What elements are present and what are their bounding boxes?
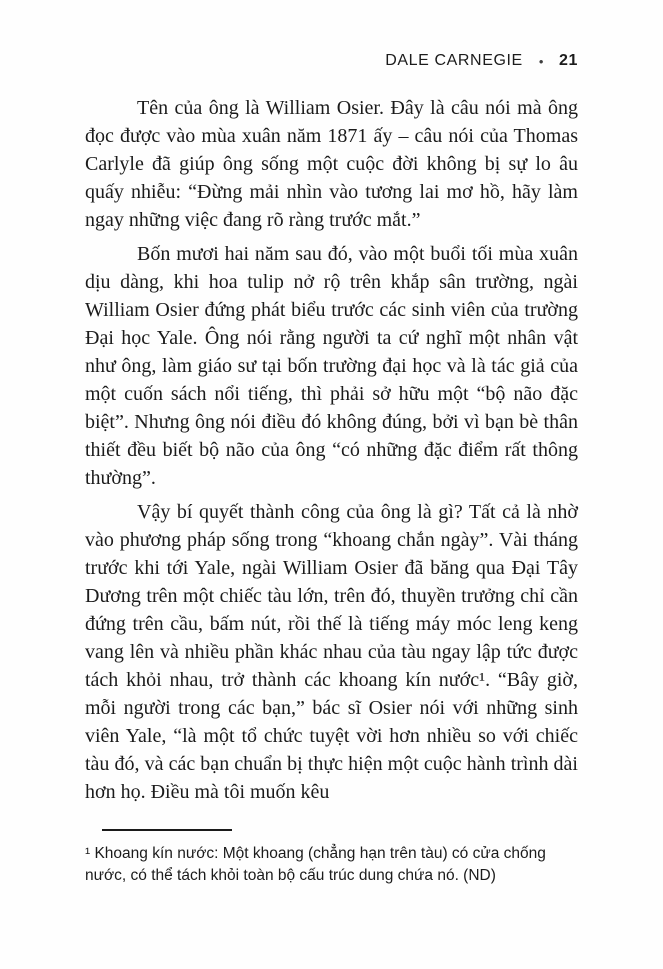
footnote-area [85,829,581,887]
bullet-separator-icon: • [538,53,544,69]
running-header [385,52,578,70]
paragraph-3: Vậy bí quyết thành công của ông là gì? Tất cả là nhờ vào phương pháp sống trong “khoang chắn ngày”. Vài tháng trước khi tới Yale, ngài William Osier đã băng qua Đại Tây Dương trên một chiếc tàu lớn, trên đó, thuyền trưởng chỉ cần đứng trên cầu, bấm nút, rồi thế là tiếng máy móc leng keng vang lên và nhiều phần khác nhau của tàu ngay lập tức được tách khỏi nhau, trở thành các khoang kín nước¹. “Bây giờ, mỗi người trong các bạn,” bác sĩ Osier nói với những sinh viên Yale, “là một tổ chức tuyệt vời hơn nhiều so với chiếc tàu đó, và các bạn chuẩn bị thực hiện một cuộc hành trình dài hơn họ. Điều mà tôi muốn kêu [85,501,578,803]
footnote-divider [102,829,232,831]
header-author: DALE CARNEGIE [385,52,523,69]
page-number: 21 [559,52,578,69]
body-text [85,94,578,812]
paragraph-1: Tên của ông là William Osier. Đây là câu nói mà ông đọc được vào mùa xuân năm 1871 ấy – câu nói của Thomas Carlyle đã giúp ông sống một cuộc đời không bị sự lo âu quấy nhiễu: “Đừng mải nhìn vào tương lai mơ hồ, hãy làm ngay những việc đang rõ ràng trước mắt.” [85,97,578,231]
footnote-text: ¹ Khoang kín nước: Một khoang (chẳng hạn trên tàu) có cửa chống nước, có thể tách khỏi toàn bộ cấu trúc dung chứa nó. (ND) [85,845,546,884]
paragraph-2: Bốn mươi hai năm sau đó, vào một buổi tối mùa xuân dịu dàng, khi hoa tulip nở rộ trên khắp sân trường, ngài William Osier đứng phát biểu trước các sinh viên của trường Đại học Yale. Ông nói rằng người ta cứ nghĩ một nhân vật như ông, làm giáo sư tại bốn trường đại học và là tác giả của một cuốn sách nổi tiếng, thì phải sở hữu một “bộ não đặc biệt”. Nhưng ông nói điều đó không đúng, bởi vì bạn bè thân thiết đều biết bộ não của ông “có những đặc điểm rất thông thường”. [85,243,578,489]
